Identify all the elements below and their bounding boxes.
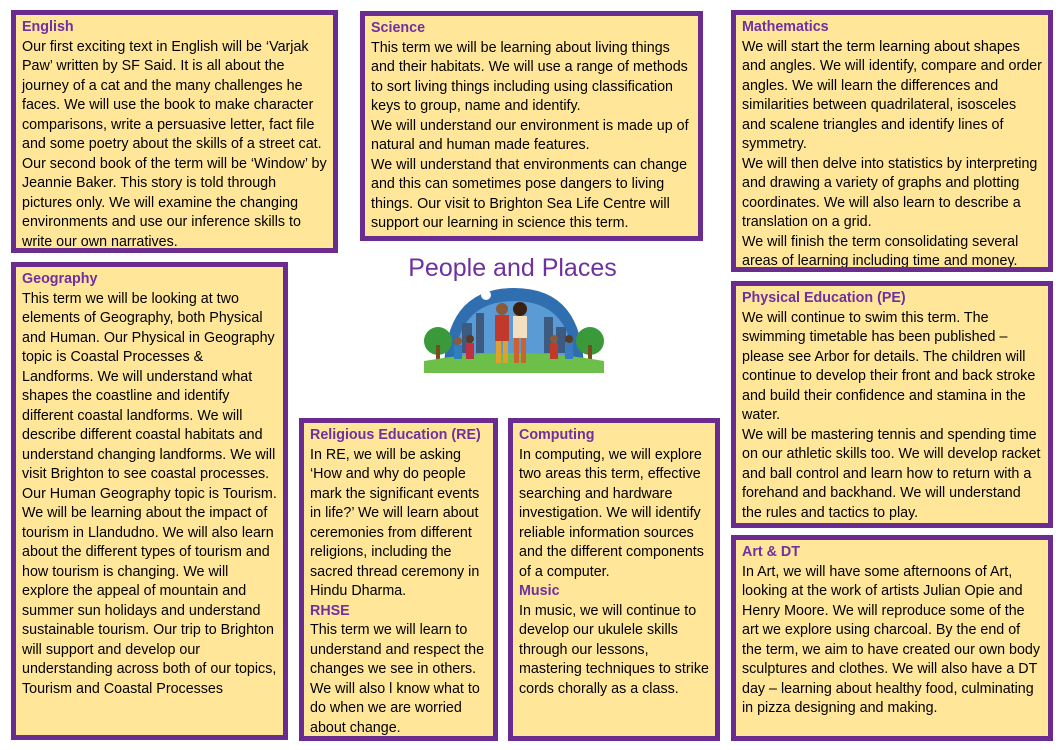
science-text-1: This term we will be learning about living things and their habitats. We will use a range of methods to sort living things including using classification keys to group, name and identify.	[371, 39, 688, 114]
pe-panel	[731, 281, 1053, 528]
pe-text-1: We will continue to swim this term. The swimming timetable has been published – please see Arbor for details. The children will continue to develop their front and back stroke and build their confidence and stamina in the water.	[742, 309, 1036, 423]
science-text-2: We will understand our environment is made up of natural and human made features.	[371, 117, 689, 153]
computing-panel	[508, 418, 720, 741]
page-title: People and Places	[408, 254, 617, 282]
art-panel	[731, 535, 1053, 741]
geography-text-1: This term we will be looking at two elements of Geography, both Physical and Human. Our Physical in Geography topic is Coastal Processes & Landforms. We will understand what shapes the coastline and identify different coastal landforms. We will describe different coastal habitats and understand changing landforms. We will visit Brighton to see coastal processes.	[22, 290, 276, 482]
geography-text-2: Our Human Geography topic is Tourism. We will be learning about the impact of tourism in Llandudno. We will also learn about the different types of tourism and how tourism is changing. We will explore the appeal of mountain and summer sun holidays and understand sustainable tourism. Our trip to Brighton will support and develop our understanding across both of our topics, Tourism and Coastal Processes	[22, 485, 277, 697]
music-heading: Music	[519, 583, 560, 599]
english-heading: English	[22, 19, 74, 35]
science-panel	[360, 11, 703, 241]
re-heading: Religious Education (RE)	[310, 427, 481, 443]
maths-heading: Mathematics	[742, 19, 829, 35]
rhse-heading: RHSE	[310, 602, 350, 619]
re-panel	[299, 418, 498, 741]
science-text-3: We will understand that environments can change and this can sometimes pose dangers to living things. Our visit to Brighton Sea Life Centre will support our learning in science this term.	[371, 156, 688, 231]
people-and-places-illustration	[424, 283, 604, 373]
pe-text-2: We will be mastering tennis and spending time on our athletic skills too. We will develop racket and ball control and learn how to return with a forehand and backhand. We will understand the rules and tactics to play.	[742, 426, 1041, 521]
maths-text-3: We will finish the term consolidating several areas of learning including time and money.	[742, 233, 1019, 269]
rhse-text: This term we will learn to understand and respect the changes we see in others. We will also l know what to do when we are worried about change.	[310, 622, 485, 736]
maths-text-1: We will start the term learning about shapes and angles. We will identify, compare and order angles. We will learn the differences and similarities between quadrilateral, isosceles and scalene triangles and identify lines of symmetry.	[742, 38, 1042, 152]
re-text: In RE, we will be asking ‘How and why do people mark the significant events in life?’ We will learn about ceremonies from different religions, including the sacred thread ceremony in Hindu Dharma.	[310, 446, 480, 599]
computing-heading: Computing	[519, 427, 595, 443]
maths-text-2: We will then delve into statistics by interpreting and drawing a variety of graphs and plotting coordinates. We will also learn to describe a translation on a grid.	[742, 155, 1038, 230]
music-text: In music, we will continue to develop our ukulele skills through our lessons, mastering techniques to strike cords chorally as a class.	[519, 602, 709, 697]
science-heading: Science	[371, 20, 426, 36]
art-heading: Art & DT	[742, 544, 800, 560]
maths-panel	[731, 10, 1053, 272]
pe-heading: Physical Education (PE)	[742, 290, 906, 306]
computing-text: In computing, we will explore two areas this term, effective searching and hardware investigation. We will identify reliable information sources and the different components of a computer.	[519, 446, 704, 580]
art-text: In Art, we will have some afternoons of Art, looking at the work of artists Julian Opie and Henry Moore. We will reproduce some of the art we explore using charcoal. By the end of the term, we aim to have created our own body sculptures and clothes. We will also have a DT day – learning about healthy food, culminating in pizza designing and making.	[742, 563, 1041, 716]
geography-heading: Geography	[22, 271, 98, 287]
geography-panel	[11, 262, 288, 740]
english-text: Our first exciting text in English will be ‘Varjak Paw’ written by SF Said. It is all about the journey of a cat and the many challenges he faces. We will use the book to make character comparisons, write a persuasive letter, fact file and some poetry about the skills of a street cat. Our second book of the term will be ‘Window’ by Jeannie Baker. This story is told through pictures only. We will examine the changing environments and use our inference skills to write our own narratives.	[22, 38, 327, 250]
english-panel	[11, 10, 338, 253]
